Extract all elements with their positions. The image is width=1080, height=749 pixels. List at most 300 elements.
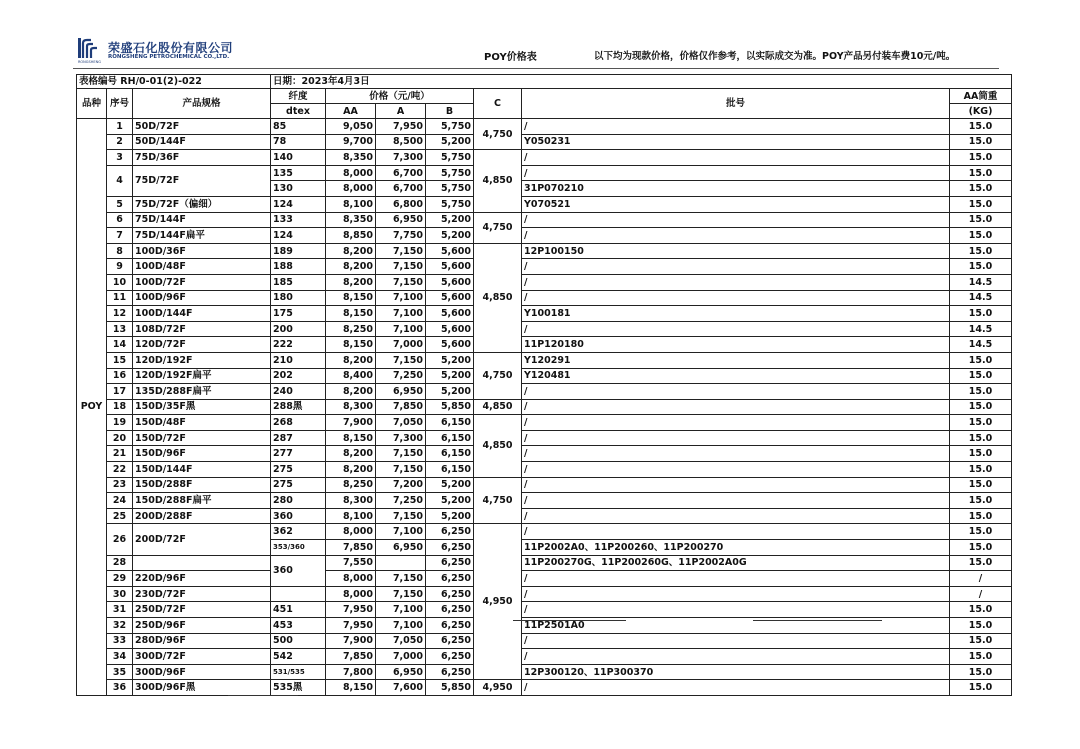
spec-cell: 75D/36F [133, 150, 271, 166]
col-a: A [376, 104, 426, 119]
col-c: C [474, 89, 522, 119]
spec-cell: 220D/96F [133, 571, 271, 587]
lot-cell: / [522, 415, 950, 431]
seq-cell: 8 [107, 243, 133, 259]
price-aa-cell: 8,000 [326, 586, 376, 602]
price-b-cell: 6,250 [426, 602, 474, 618]
price-a-cell: 7,100 [376, 602, 426, 618]
price-aa-cell: 7,850 [326, 540, 376, 556]
lot-cell: Y100181 [522, 306, 950, 322]
lot-cell: / [522, 165, 950, 181]
fineness-cell [271, 586, 326, 602]
weight-cell: / [950, 586, 1012, 602]
spec-cell: 300D/96F [133, 664, 271, 680]
spec-cell: 120D/72F [133, 337, 271, 353]
spec-cell: 100D/72F [133, 274, 271, 290]
price-b-cell: 5,850 [426, 680, 474, 696]
price-b-cell: 6,250 [426, 649, 474, 665]
weight-cell: 15.0 [950, 508, 1012, 524]
seq-cell: 1 [107, 119, 133, 135]
weight-cell: 15.0 [950, 384, 1012, 400]
lot-cell: / [522, 493, 950, 509]
weight-cell: 15.0 [950, 680, 1012, 696]
spec-cell: 250D/72F [133, 602, 271, 618]
fineness-cell: 280 [271, 493, 326, 509]
lot-cell: / [522, 649, 950, 665]
spec-cell [133, 555, 271, 571]
weight-cell: 15.0 [950, 196, 1012, 212]
price-aa-cell: 7,550 [326, 555, 376, 571]
fineness-cell: 135 [271, 165, 326, 181]
fineness-cell: 451 [271, 602, 326, 618]
price-aa-cell: 8,300 [326, 493, 376, 509]
company-name-en: RONGSHENG PETROCHEMICAL CO.,LTD. [108, 54, 230, 60]
table-row [77, 290, 1012, 306]
price-b-cell: 5,600 [426, 306, 474, 322]
price-b-cell: 5,200 [426, 134, 474, 150]
col-fineness: 纤度 [271, 89, 326, 104]
fineness-cell: 124 [271, 196, 326, 212]
price-aa-cell: 7,950 [326, 618, 376, 634]
lot-cell: / [522, 680, 950, 696]
seq-cell: 21 [107, 446, 133, 462]
price-aa-cell: 8,850 [326, 228, 376, 244]
lot-cell: Y050231 [522, 134, 950, 150]
form-number: 表格编号 RH/0-01(2)-022 [77, 75, 271, 89]
price-aa-cell: 7,900 [326, 415, 376, 431]
lot-cell: / [522, 384, 950, 400]
price-aa-cell: 8,150 [326, 430, 376, 446]
price-aa-cell: 8,200 [326, 352, 376, 368]
table-row [77, 633, 1012, 649]
seq-cell: 20 [107, 430, 133, 446]
price-a-cell: 7,250 [376, 368, 426, 384]
seq-cell: 32 [107, 618, 133, 634]
fineness-cell: 531/535 [271, 664, 326, 680]
seq-cell: 28 [107, 555, 133, 571]
price-a-cell: 7,150 [376, 243, 426, 259]
lot-cell: / [522, 212, 950, 228]
col-seq: 序号 [107, 89, 133, 119]
price-a-cell: 7,250 [376, 493, 426, 509]
price-a-cell: 6,950 [376, 540, 426, 556]
weight-cell: 15.0 [950, 618, 1012, 634]
price-aa-cell: 8,400 [326, 368, 376, 384]
price-aa-cell: 8,150 [326, 680, 376, 696]
fineness-cell: 360 [271, 555, 326, 586]
price-a-cell: 7,300 [376, 430, 426, 446]
seq-cell: 19 [107, 415, 133, 431]
weight-cell: 15.0 [950, 602, 1012, 618]
price-aa-cell: 8,350 [326, 150, 376, 166]
seq-cell: 15 [107, 352, 133, 368]
lot-cell: / [522, 228, 950, 244]
spec-cell: 120D/192F扁平 [133, 368, 271, 384]
seq-cell: 2 [107, 134, 133, 150]
table-row [77, 212, 1012, 228]
weight-cell: 15.0 [950, 633, 1012, 649]
price-a-cell: 7,200 [376, 477, 426, 493]
price-a-cell: 7,150 [376, 274, 426, 290]
weight-cell: 15.0 [950, 134, 1012, 150]
spec-cell: 150D/144F [133, 462, 271, 478]
table-row [77, 196, 1012, 212]
lot-cell: / [522, 290, 950, 306]
lot-cell: Y120291 [522, 352, 950, 368]
price-aa-cell: 8,000 [326, 571, 376, 587]
col-weight: AA筒重 [950, 89, 1012, 104]
spec-cell: 108D/72F [133, 321, 271, 337]
price-b-cell: 5,750 [426, 119, 474, 135]
fineness-cell: 453 [271, 618, 326, 634]
price-b-cell: 5,600 [426, 321, 474, 337]
price-b-cell: 5,200 [426, 493, 474, 509]
table-row [77, 477, 1012, 493]
fineness-cell: 362 [271, 524, 326, 540]
price-a-cell: 7,100 [376, 524, 426, 540]
fineness-cell: 210 [271, 352, 326, 368]
spec-cell: 150D/72F [133, 430, 271, 446]
price-c-cell: 4,850 [474, 243, 522, 352]
price-aa-cell: 8,250 [326, 477, 376, 493]
fineness-cell: 222 [271, 337, 326, 353]
table-row [77, 586, 1012, 602]
weight-cell: 15.0 [950, 181, 1012, 197]
price-aa-cell: 8,200 [326, 446, 376, 462]
weight-cell: 15.0 [950, 259, 1012, 275]
table-row [77, 602, 1012, 618]
variety-cell: POY [77, 119, 107, 696]
table-row [77, 399, 1012, 415]
table-row [77, 228, 1012, 244]
table-row [77, 150, 1012, 166]
fineness-cell: 535黑 [271, 680, 326, 696]
price-a-cell: 6,950 [376, 664, 426, 680]
price-c-cell: 4,950 [474, 524, 522, 680]
price-a-cell: 7,150 [376, 462, 426, 478]
price-aa-cell: 8,300 [326, 399, 376, 415]
seq-cell: 3 [107, 150, 133, 166]
price-b-cell: 5,200 [426, 508, 474, 524]
price-b-cell: 5,600 [426, 243, 474, 259]
price-b-cell: 5,600 [426, 337, 474, 353]
table-row [77, 134, 1012, 150]
fineness-cell: 140 [271, 150, 326, 166]
weight-cell: 15.0 [950, 212, 1012, 228]
weight-cell: 14.5 [950, 321, 1012, 337]
weight-cell: 15.0 [950, 415, 1012, 431]
lot-cell: 12P100150 [522, 243, 950, 259]
weight-cell: 15.0 [950, 446, 1012, 462]
fineness-cell: 240 [271, 384, 326, 400]
col-b: B [426, 104, 474, 119]
price-b-cell: 6,150 [426, 446, 474, 462]
seq-cell: 14 [107, 337, 133, 353]
fineness-cell: 277 [271, 446, 326, 462]
fineness-cell: 175 [271, 306, 326, 322]
price-aa-cell: 8,350 [326, 212, 376, 228]
fineness-cell: 133 [271, 212, 326, 228]
seq-cell: 13 [107, 321, 133, 337]
page-title: POY价格表 [484, 52, 537, 63]
fineness-cell: 500 [271, 633, 326, 649]
fineness-cell: 202 [271, 368, 326, 384]
seq-cell: 7 [107, 228, 133, 244]
fineness-cell: 85 [271, 119, 326, 135]
lot-cell: 12P300120、11P300370 [522, 664, 950, 680]
company-logo [78, 38, 234, 64]
seq-cell: 17 [107, 384, 133, 400]
table-row [77, 415, 1012, 431]
price-a-cell: 6,950 [376, 212, 426, 228]
lot-cell: / [522, 321, 950, 337]
table-row [77, 446, 1012, 462]
price-aa-cell: 7,900 [326, 633, 376, 649]
weight-cell: 15.0 [950, 524, 1012, 540]
price-aa-cell: 8,150 [326, 290, 376, 306]
fineness-cell: 180 [271, 290, 326, 306]
seq-cell: 9 [107, 259, 133, 275]
price-aa-cell: 7,850 [326, 649, 376, 665]
price-aa-cell: 8,100 [326, 508, 376, 524]
seq-cell: 36 [107, 680, 133, 696]
table-row [77, 430, 1012, 446]
price-a-cell: 7,300 [376, 150, 426, 166]
price-b-cell: 5,850 [426, 399, 474, 415]
lot-cell: 11P2501A0 [522, 618, 950, 634]
lot-cell: / [522, 633, 950, 649]
col-fineness-unit: dtex [271, 104, 326, 119]
seq-cell: 18 [107, 399, 133, 415]
spec-cell: 50D/144F [133, 134, 271, 150]
price-b-cell: 6,250 [426, 540, 474, 556]
lot-cell: / [522, 430, 950, 446]
price-a-cell: 6,800 [376, 196, 426, 212]
price-aa-cell: 8,200 [326, 259, 376, 275]
price-aa-cell: 8,150 [326, 337, 376, 353]
price-b-cell: 5,200 [426, 368, 474, 384]
weight-cell: 15.0 [950, 306, 1012, 322]
weight-cell: 15.0 [950, 477, 1012, 493]
seq-cell: 25 [107, 508, 133, 524]
weight-cell: 15.0 [950, 165, 1012, 181]
weight-cell: 15.0 [950, 430, 1012, 446]
lot-cell: 31P070210 [522, 181, 950, 197]
table-row [77, 321, 1012, 337]
seq-cell: 35 [107, 664, 133, 680]
price-a-cell: 7,100 [376, 618, 426, 634]
price-aa-cell: 8,000 [326, 181, 376, 197]
price-b-cell: 5,600 [426, 290, 474, 306]
fineness-cell: 78 [271, 134, 326, 150]
price-b-cell: 6,150 [426, 415, 474, 431]
lot-cell: Y120481 [522, 368, 950, 384]
header-divider [73, 68, 999, 69]
fineness-cell: 189 [271, 243, 326, 259]
table-header-row [77, 89, 1012, 104]
fineness-cell: 353/360 [271, 540, 326, 556]
price-a-cell: 6,700 [376, 165, 426, 181]
price-a-cell [376, 555, 426, 571]
price-b-cell: 5,200 [426, 228, 474, 244]
spec-cell: 250D/96F [133, 618, 271, 634]
lot-cell: / [522, 524, 950, 540]
weight-cell: 14.5 [950, 290, 1012, 306]
price-a-cell: 7,150 [376, 571, 426, 587]
spec-cell: 150D/96F [133, 446, 271, 462]
spec-cell: 230D/72F [133, 586, 271, 602]
price-a-cell: 7,150 [376, 446, 426, 462]
fineness-cell: 275 [271, 477, 326, 493]
fineness-cell: 268 [271, 415, 326, 431]
price-b-cell: 5,200 [426, 212, 474, 228]
table-row [77, 259, 1012, 275]
price-a-cell: 7,850 [376, 399, 426, 415]
table-row [77, 649, 1012, 665]
spec-cell: 150D/288F扁平 [133, 493, 271, 509]
col-aa: AA [326, 104, 376, 119]
fineness-cell: 288黑 [271, 399, 326, 415]
spec-cell: 200D/72F [133, 524, 271, 555]
table-date: 日期：2023年4月3日 [271, 75, 1012, 89]
fineness-cell: 130 [271, 181, 326, 197]
lot-cell: / [522, 571, 950, 587]
price-a-cell: 7,150 [376, 508, 426, 524]
seq-cell: 22 [107, 462, 133, 478]
price-c-cell: 4,750 [474, 119, 522, 150]
table-row [77, 368, 1012, 384]
price-a-cell: 6,700 [376, 181, 426, 197]
lot-cell: / [522, 259, 950, 275]
lot-cell: 11P2002A0、11P200260、11P200270 [522, 540, 950, 556]
table-row [77, 243, 1012, 259]
fineness-cell: 360 [271, 508, 326, 524]
price-b-cell: 6,250 [426, 664, 474, 680]
lot-cell: / [522, 399, 950, 415]
price-b-cell: 6,150 [426, 430, 474, 446]
lot-cell: / [522, 477, 950, 493]
underline-mark [753, 620, 882, 621]
spec-cell: 200D/288F [133, 508, 271, 524]
weight-cell: 15.0 [950, 119, 1012, 135]
price-aa-cell: 8,000 [326, 524, 376, 540]
lot-cell: / [522, 586, 950, 602]
spec-cell: 150D/288F [133, 477, 271, 493]
fineness-cell: 124 [271, 228, 326, 244]
weight-cell: 15.0 [950, 540, 1012, 556]
seq-cell: 16 [107, 368, 133, 384]
seq-cell: 10 [107, 274, 133, 290]
lot-cell: / [522, 150, 950, 166]
price-aa-cell: 7,800 [326, 664, 376, 680]
weight-cell: 15.0 [950, 243, 1012, 259]
price-a-cell: 7,150 [376, 259, 426, 275]
logo-tagline: RONGSHENG [78, 60, 101, 64]
company-name-cn: 荣盛石化股份有限公司 [108, 41, 234, 55]
price-b-cell: 5,750 [426, 150, 474, 166]
seq-cell: 11 [107, 290, 133, 306]
price-table [76, 74, 1012, 696]
price-c-cell: 4,750 [474, 477, 522, 524]
weight-cell: 15.0 [950, 493, 1012, 509]
seq-cell: 33 [107, 633, 133, 649]
table-row [77, 306, 1012, 322]
price-b-cell: 5,600 [426, 259, 474, 275]
seq-cell: 31 [107, 602, 133, 618]
spec-cell: 100D/36F [133, 243, 271, 259]
fineness-cell: 185 [271, 274, 326, 290]
price-aa-cell: 8,000 [326, 165, 376, 181]
col-variety: 品种 [77, 89, 107, 119]
spec-cell: 150D/48F [133, 415, 271, 431]
spec-cell: 100D/144F [133, 306, 271, 322]
spec-cell: 75D/144F扁平 [133, 228, 271, 244]
weight-cell: / [950, 571, 1012, 587]
price-b-cell: 5,600 [426, 274, 474, 290]
price-aa-cell: 8,100 [326, 196, 376, 212]
spec-cell: 75D/144F [133, 212, 271, 228]
price-a-cell: 7,050 [376, 633, 426, 649]
weight-cell: 15.0 [950, 368, 1012, 384]
price-a-cell: 7,000 [376, 337, 426, 353]
lot-cell: 11P200270G、11P200260G、11P2002A0G [522, 555, 950, 571]
lot-cell: 11P120180 [522, 337, 950, 353]
spec-cell: 150D/35F黑 [133, 399, 271, 415]
price-aa-cell: 8,200 [326, 462, 376, 478]
seq-cell: 12 [107, 306, 133, 322]
seq-cell: 6 [107, 212, 133, 228]
price-a-cell: 7,100 [376, 290, 426, 306]
spec-cell: 300D/72F [133, 649, 271, 665]
weight-cell: 15.0 [950, 664, 1012, 680]
price-c-cell: 4,850 [474, 399, 522, 415]
price-a-cell: 8,500 [376, 134, 426, 150]
weight-cell: 14.5 [950, 274, 1012, 290]
weight-cell: 15.0 [950, 462, 1012, 478]
price-a-cell: 7,100 [376, 306, 426, 322]
weight-cell: 15.0 [950, 555, 1012, 571]
weight-cell: 15.0 [950, 399, 1012, 415]
table-row [77, 524, 1012, 540]
price-aa-cell: 8,200 [326, 274, 376, 290]
lot-cell: / [522, 462, 950, 478]
spec-cell: 280D/96F [133, 633, 271, 649]
price-aa-cell: 8,200 [326, 243, 376, 259]
spec-cell: 100D/96F [133, 290, 271, 306]
table-row [77, 119, 1012, 135]
seq-cell: 4 [107, 165, 133, 196]
price-a-cell: 7,150 [376, 352, 426, 368]
fineness-cell: 275 [271, 462, 326, 478]
lot-cell: / [522, 602, 950, 618]
seq-cell: 29 [107, 571, 133, 587]
price-b-cell: 5,200 [426, 352, 474, 368]
spec-cell: 75D/72F（偏细） [133, 196, 271, 212]
price-c-cell: 4,850 [474, 150, 522, 212]
table-row [77, 384, 1012, 400]
col-price: 价格（元/吨） [326, 89, 474, 104]
seq-cell: 34 [107, 649, 133, 665]
spec-cell: 100D/48F [133, 259, 271, 275]
price-aa-cell: 9,700 [326, 134, 376, 150]
price-a-cell: 7,050 [376, 415, 426, 431]
lot-cell: / [522, 119, 950, 135]
lot-cell: / [522, 274, 950, 290]
table-row [77, 337, 1012, 353]
seq-cell: 24 [107, 493, 133, 509]
price-b-cell: 5,200 [426, 384, 474, 400]
price-c-cell: 4,750 [474, 212, 522, 243]
